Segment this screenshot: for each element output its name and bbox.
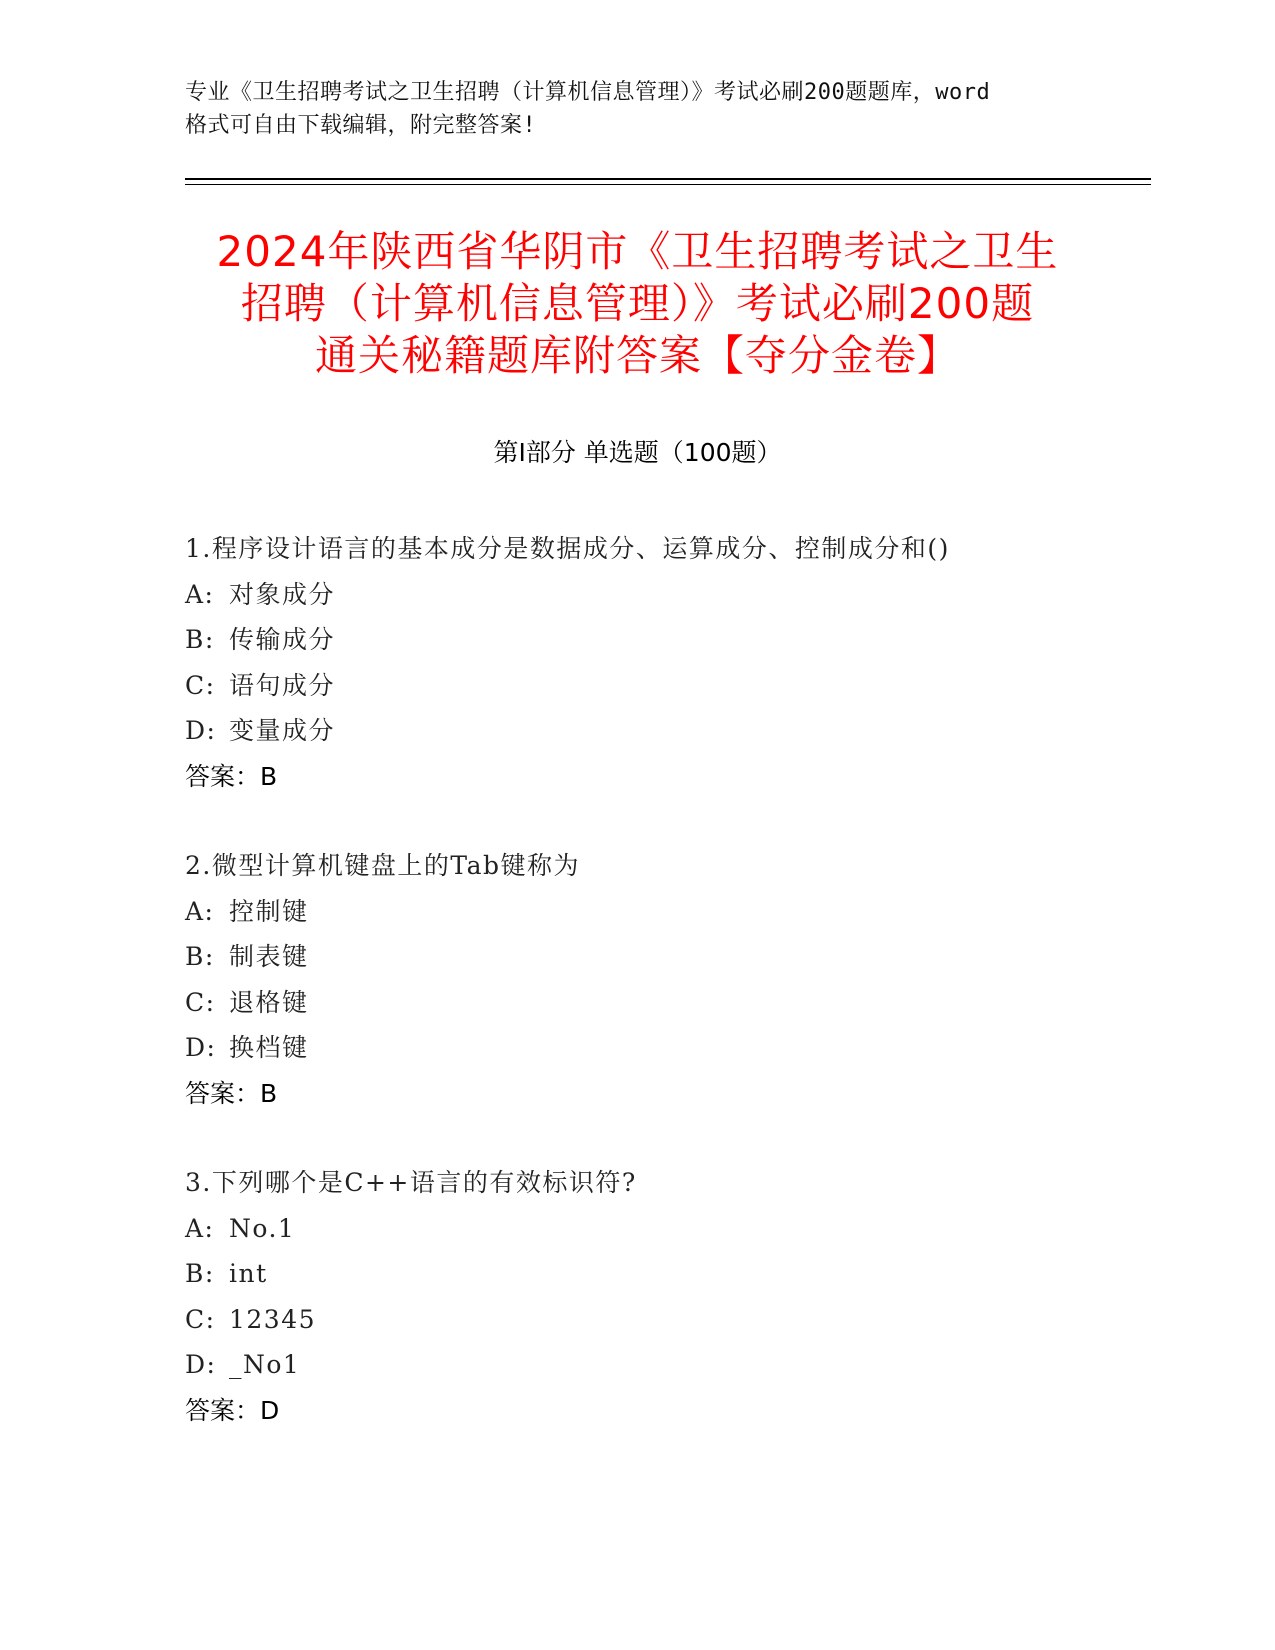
answer: 答案：B bbox=[185, 1078, 278, 1108]
option-letter: B: bbox=[185, 942, 215, 971]
header-note-line-1: 专业《卫生招聘考试之卫生招聘（计算机信息管理）》考试必刷200题题库，word bbox=[185, 80, 991, 105]
option-b bbox=[185, 1251, 1135, 1297]
question-list bbox=[185, 526, 1135, 1477]
title-line-2: 招聘（计算机信息管理）》考试必刷200题 bbox=[240, 279, 1035, 328]
option-b bbox=[185, 617, 1135, 663]
option-d bbox=[185, 1342, 1135, 1388]
header-note-line-2: 格式可自由下载编辑，附完整答案! bbox=[185, 113, 537, 138]
option-text: 变量成分 bbox=[229, 716, 336, 745]
question-1 bbox=[185, 526, 1135, 799]
question-stem: 1.程序设计语言的基本成分是数据成分、运算成分、控制成分和() bbox=[185, 534, 950, 563]
section-heading: 第Ⅰ部分 单选题（100题） bbox=[493, 438, 782, 467]
question-2 bbox=[185, 843, 1135, 1116]
option-letter: C: bbox=[185, 987, 216, 1017]
option-c bbox=[185, 980, 1135, 1026]
question-stem: 3.下列哪个是C++语言的有效标识符? bbox=[185, 1168, 637, 1197]
option-letter: D: bbox=[185, 716, 217, 745]
header-divider-thin bbox=[185, 184, 1151, 185]
option-letter: A: bbox=[185, 896, 215, 926]
option-letter: B: bbox=[185, 1259, 215, 1288]
header-note bbox=[185, 76, 1095, 142]
option-letter: C: bbox=[185, 1304, 216, 1334]
question-stem: 2.微型计算机键盘上的Tab键称为 bbox=[185, 851, 580, 880]
option-letter: D: bbox=[185, 1033, 217, 1062]
option-text: 对象成分 bbox=[229, 579, 336, 609]
option-text: 退格键 bbox=[229, 987, 309, 1017]
answer: 答案：B bbox=[185, 761, 278, 791]
option-d bbox=[185, 708, 1135, 754]
option-text: 12345 bbox=[229, 1304, 317, 1334]
option-a bbox=[185, 889, 1135, 935]
option-letter: A: bbox=[185, 579, 215, 609]
option-text: int bbox=[229, 1259, 268, 1288]
answer: 答案：D bbox=[185, 1395, 280, 1425]
option-text: 语句成分 bbox=[229, 670, 336, 700]
option-letter: D: bbox=[185, 1350, 217, 1379]
option-text: _No1 bbox=[229, 1350, 301, 1379]
question-3 bbox=[185, 1160, 1135, 1433]
option-c bbox=[185, 663, 1135, 709]
title-line-3: 通关秘籍题库附答案【夺分金卷】 bbox=[314, 331, 960, 380]
option-letter: B: bbox=[185, 625, 215, 654]
option-a bbox=[185, 1206, 1135, 1252]
option-c bbox=[185, 1297, 1135, 1343]
header-divider-thick bbox=[185, 178, 1151, 180]
option-letter: A: bbox=[185, 1213, 215, 1243]
option-a bbox=[185, 572, 1135, 618]
option-text: 传输成分 bbox=[229, 625, 336, 654]
option-text: 制表键 bbox=[229, 942, 309, 971]
option-b bbox=[185, 934, 1135, 980]
option-text: 控制键 bbox=[229, 896, 309, 926]
option-text: No.1 bbox=[229, 1213, 296, 1243]
document-title bbox=[150, 226, 1125, 382]
title-line-1: 2024年陕西省华阴市《卫生招聘考试之卫生 bbox=[216, 227, 1059, 276]
option-letter: C: bbox=[185, 670, 216, 700]
option-d bbox=[185, 1025, 1135, 1071]
option-text: 换档键 bbox=[229, 1033, 309, 1062]
